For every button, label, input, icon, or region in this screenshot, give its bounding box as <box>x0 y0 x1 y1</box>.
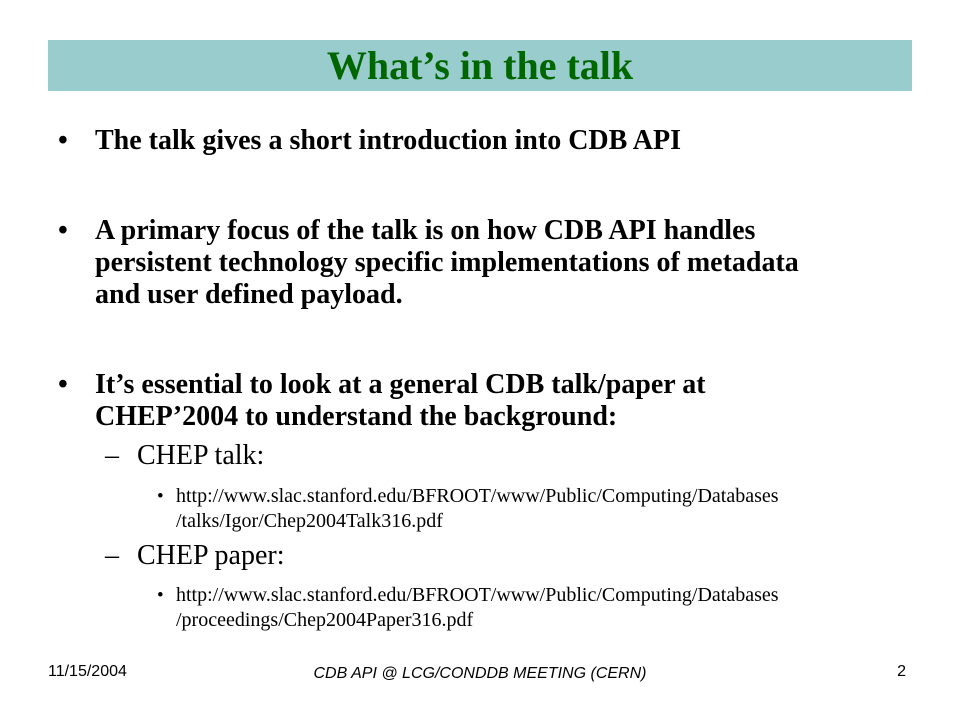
slide-title: What’s in the talk <box>326 43 634 88</box>
subsub-dot-1: • <box>157 486 164 507</box>
sub-dash-1: – <box>105 440 119 471</box>
chep-paper-link[interactable] <box>176 583 916 633</box>
bullet-dot-1: • <box>58 125 68 156</box>
page-number: 2 <box>897 663 906 680</box>
bullet-2-line-3: and user defined payload. <box>95 279 403 310</box>
bullet-1-line-1: The talk gives a short introduction into CDB API <box>95 125 681 156</box>
bullet-3 <box>95 369 915 433</box>
subsub-dot-2: • <box>157 585 164 606</box>
footer-title: CDB API @ LCG/CONDDB MEETING (CERN) <box>313 665 647 682</box>
bullet-2-line-1: A primary focus of the talk is on how CDB API handles <box>95 215 756 246</box>
footer-date: 11/15/2004 <box>48 663 127 680</box>
chep-paper-link-line-2[interactable]: /proceedings/Chep2004Paper316.pdf <box>176 609 474 631</box>
chep-paper-link-line-1[interactable]: http://www.slac.stanford.edu/BFROOT/www/Public/Computing/Databases <box>176 584 779 606</box>
bullet-2 <box>95 215 915 311</box>
chep-talk-link-line-1[interactable]: http://www.slac.stanford.edu/BFROOT/www/Public/Computing/Databases <box>176 485 779 507</box>
chep-talk-link[interactable] <box>176 484 916 534</box>
bullet-dot-3: • <box>58 369 68 400</box>
bullet-3-line-1: It’s essential to look at a general CDB talk/paper at <box>95 369 706 400</box>
sub-dash-2: – <box>105 540 119 571</box>
bullet-dot-2: • <box>58 215 68 246</box>
bullet-1 <box>95 125 915 157</box>
sub-label-chep-talk: CHEP talk: <box>137 440 265 471</box>
chep-talk-link-line-2[interactable]: /talks/Igor/Chep2004Talk316.pdf <box>176 510 443 532</box>
bullet-2-line-2: persistent technology specific implementations of metadata <box>95 247 799 278</box>
bullet-3-line-2: CHEP’2004 to understand the background: <box>95 401 618 432</box>
sub-label-chep-paper: CHEP paper: <box>137 540 285 571</box>
